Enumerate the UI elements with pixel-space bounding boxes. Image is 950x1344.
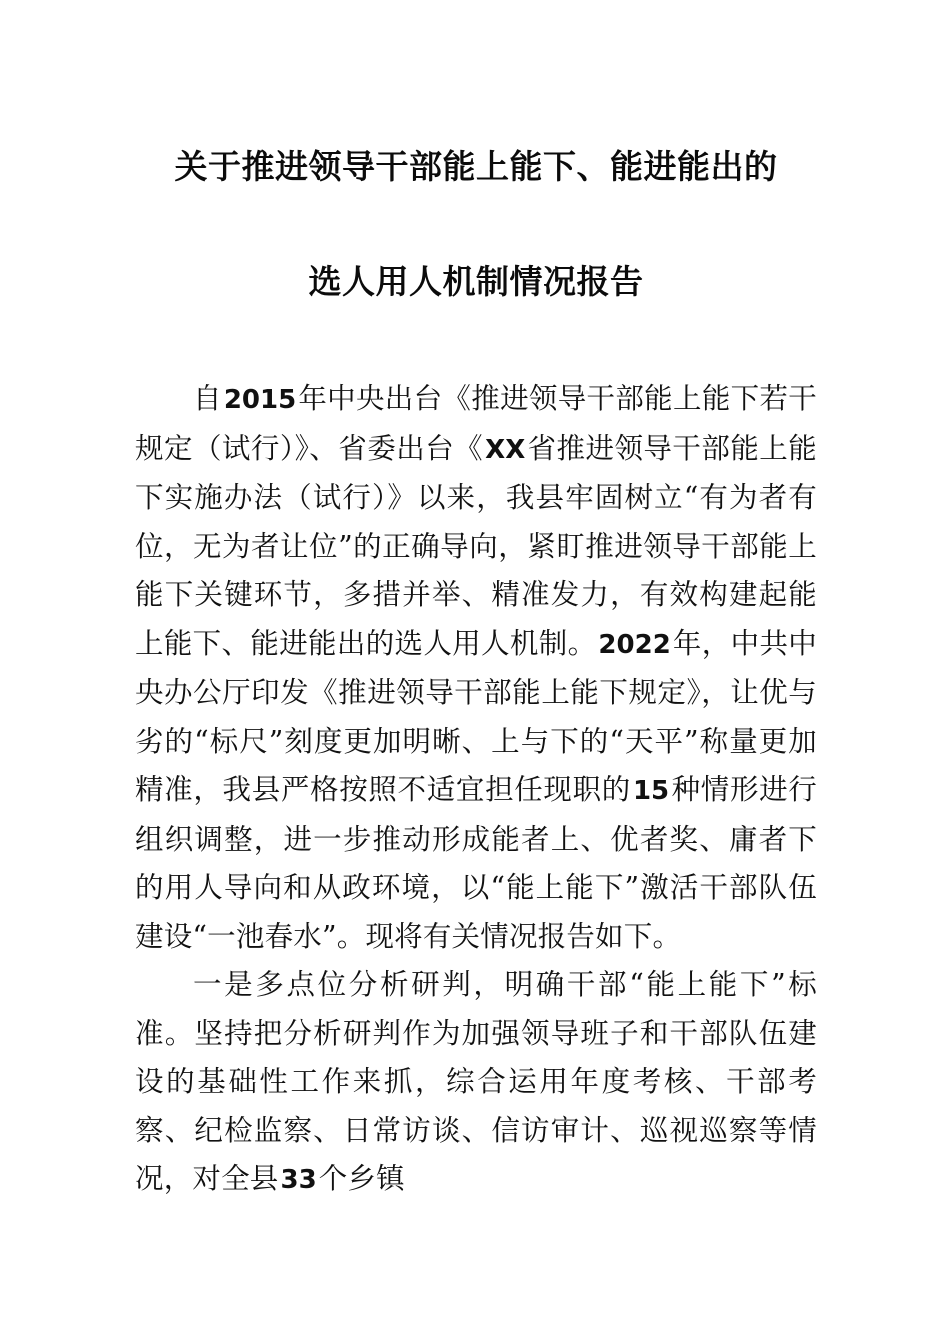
- latin-run: 33: [280, 1165, 317, 1195]
- title-line-2: 选人用人机制情况报告: [308, 262, 644, 301]
- paragraph-point-one: 一是多点位分析研判，明确干部“能上能下”标准。坚持把分析研判作为加强领导班子和干部队伍建设的基础性工作来抓，综合运用年度考核、干部考察、纪检监察、日常访谈、信访审计、巡视巡察等情况，对全县33个乡镇: [135, 968, 817, 1195]
- latin-run: XX: [485, 434, 526, 465]
- paragraph-intro: 自2015年中央出台《推进领导干部能上能下若干规定（试行）》、省委出台《XX省推进领导干部能上能下实施办法（试行）》以来，我县牢固树立“有为者有位，无为者让位”的正确导向，紧盯推进领导干部能上能下关键环节，多措并举、精准发力，有效构建起能上能下、能进能出的选人用人机制。2022年，中共中央办公厅印发《推进领导干部能上能下规定》，让优与劣的“标尺”刻度更加明晰、上与下的“天平”称量更加精准，我县严格按照不适宜担任现职的15种情形进行组织调整，进一步推动形成能者上、优者奖、庸者下的用人导向和从政环境，以“能上能下”激活干部队伍建设“一池春水”。现将有关情况报告如下。: [135, 382, 817, 953]
- paragraph-container: [135, 375, 817, 1205]
- latin-run: 15: [632, 776, 670, 806]
- document-body: [135, 0, 817, 1205]
- title-line-1: 关于推进领导干部能上能下、能进能出的: [174, 147, 778, 186]
- latin-run: 2015: [223, 385, 297, 415]
- latin-run: 2022: [598, 629, 671, 660]
- document-title: [135, 0, 817, 301]
